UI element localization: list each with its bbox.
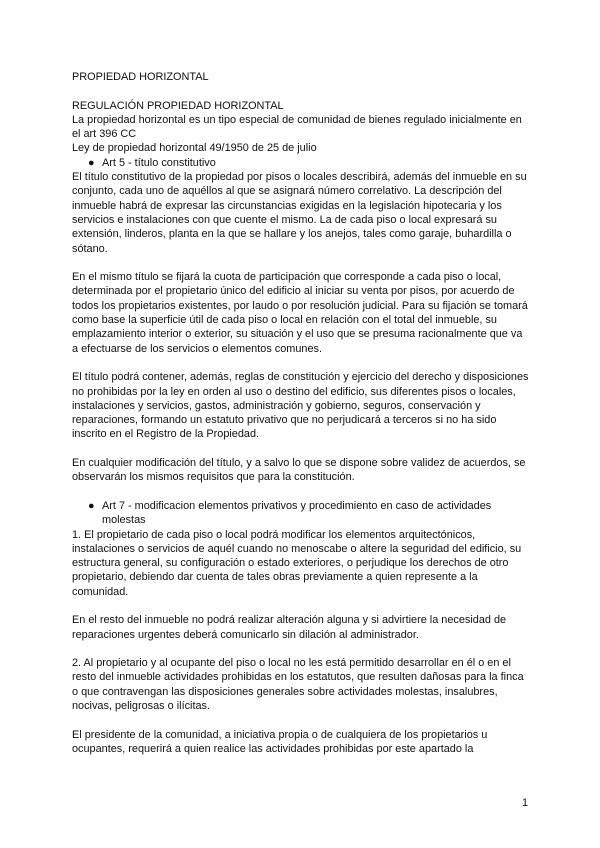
art7-paragraph: En el resto del inmueble no podrá realizar alteración alguna y si advirtiere la necesidad de reparaciones urgentes deberá comunicarlo sin dilación al administrador.: [72, 614, 507, 641]
section-title: REGULACIÓN PROPIEDAD HORIZONTAL: [72, 99, 284, 112]
art5-heading: Art 5 - título constitutivo: [102, 156, 216, 169]
bullet-icon: ●: [88, 156, 95, 169]
art7-paragraph: 1. El propietario de cada piso o local podrá modificar los elementos arquitectónicos, instalaciones o servicios de aquél cuando no menoscabe o altere la seguridad del edificio, su estructura general, su configuración o estado exteriores, o perjudique los derechos de otro propietario, debiendo dar cuenta de tales obras previamente a quien represente a la comunidad.: [72, 528, 522, 598]
art5-paragraph: El título podrá contener, además, reglas de constitución y ejercicio del derecho y disposiciones no prohibidas por la ley en orden al uso o destino del edificio, sus diferentes pisos o locales, instalaciones y servicios, gastos, administración y gobierno, seguros, conservación y reparaciones, formando un estatuto privativo que no perjudicará a terceros si no ha sido inscrito en el Registro de la Propiedad.: [72, 371, 529, 441]
page-number: 1: [521, 797, 528, 809]
art5-paragraph: En cualquier modificación del título, y a salvo lo que se dispone sobre validez de acuerdos, se observarán los mismos requisitos que para la constitución.: [72, 457, 526, 484]
law-reference: Ley de propiedad horizontal 49/1950 de 25 de julio: [72, 142, 317, 155]
art7-heading: Art 7 - modificacion elementos privativos y procedimiento en caso de actividades molestas: [102, 499, 492, 527]
intro-paragraph: La propiedad horizontal es un tipo especial de comunidad de bienes regulado inicialmente en el art 396 CC: [72, 113, 522, 141]
art5-bullet: [72, 156, 530, 170]
bullet-icon: ●: [88, 499, 95, 512]
art7-paragraph: 2. Al propietario y al ocupante del piso o local no les está permitido desarrollar en él o en el resto del inmueble actividades prohibidas en los estatutos, que resulten dañosas para la finca o que contravengan las disposiciones generales sobre actividades molestas, insalubres, nocivas, peligrosas o ilícitas.: [72, 657, 524, 713]
art7-bullet: [72, 499, 530, 528]
art5-paragraph: En el mismo título se fijará la cuota de participación que corresponde a cada piso o local, determinada por el propietario único del edificio al iniciar su venta por pisos, por acuerdo de todos los propietarios existentes, por laudo o por resolución judicial. Para su fijación se tomará como base la superficie útil de cada piso o local en relación con el total del inmueble, su emplazamiento interior o exterior, su situación y el uso que se presuma racionalmente que va a efectuarse de los servicios o elementos comunes.: [72, 271, 528, 355]
document-title: PROPIEDAD HORIZONTAL: [72, 71, 209, 83]
art5-paragraph: El título constitutivo de la propiedad por pisos o locales describirá, además del inmueble en su conjunto, cada uno de aquéllos al que se asignará número correlativo. La descripción del inmueble habrá de expresar las circunstancias exigidas en la legislación hipotecaria y los servicios e instalaciones con que cuente el mismo. La de cada piso o local expresará su extensión, linderos, planta en la que se hallare y los anejos, tales como garaje, buhardilla o sótano.: [72, 171, 527, 255]
art7-paragraph: El presidente de la comunidad, a iniciativa propia o de cualquiera de los propietarios u ocupantes, requerirá a quien realice las actividades prohibidas por este apartado la: [72, 728, 488, 755]
